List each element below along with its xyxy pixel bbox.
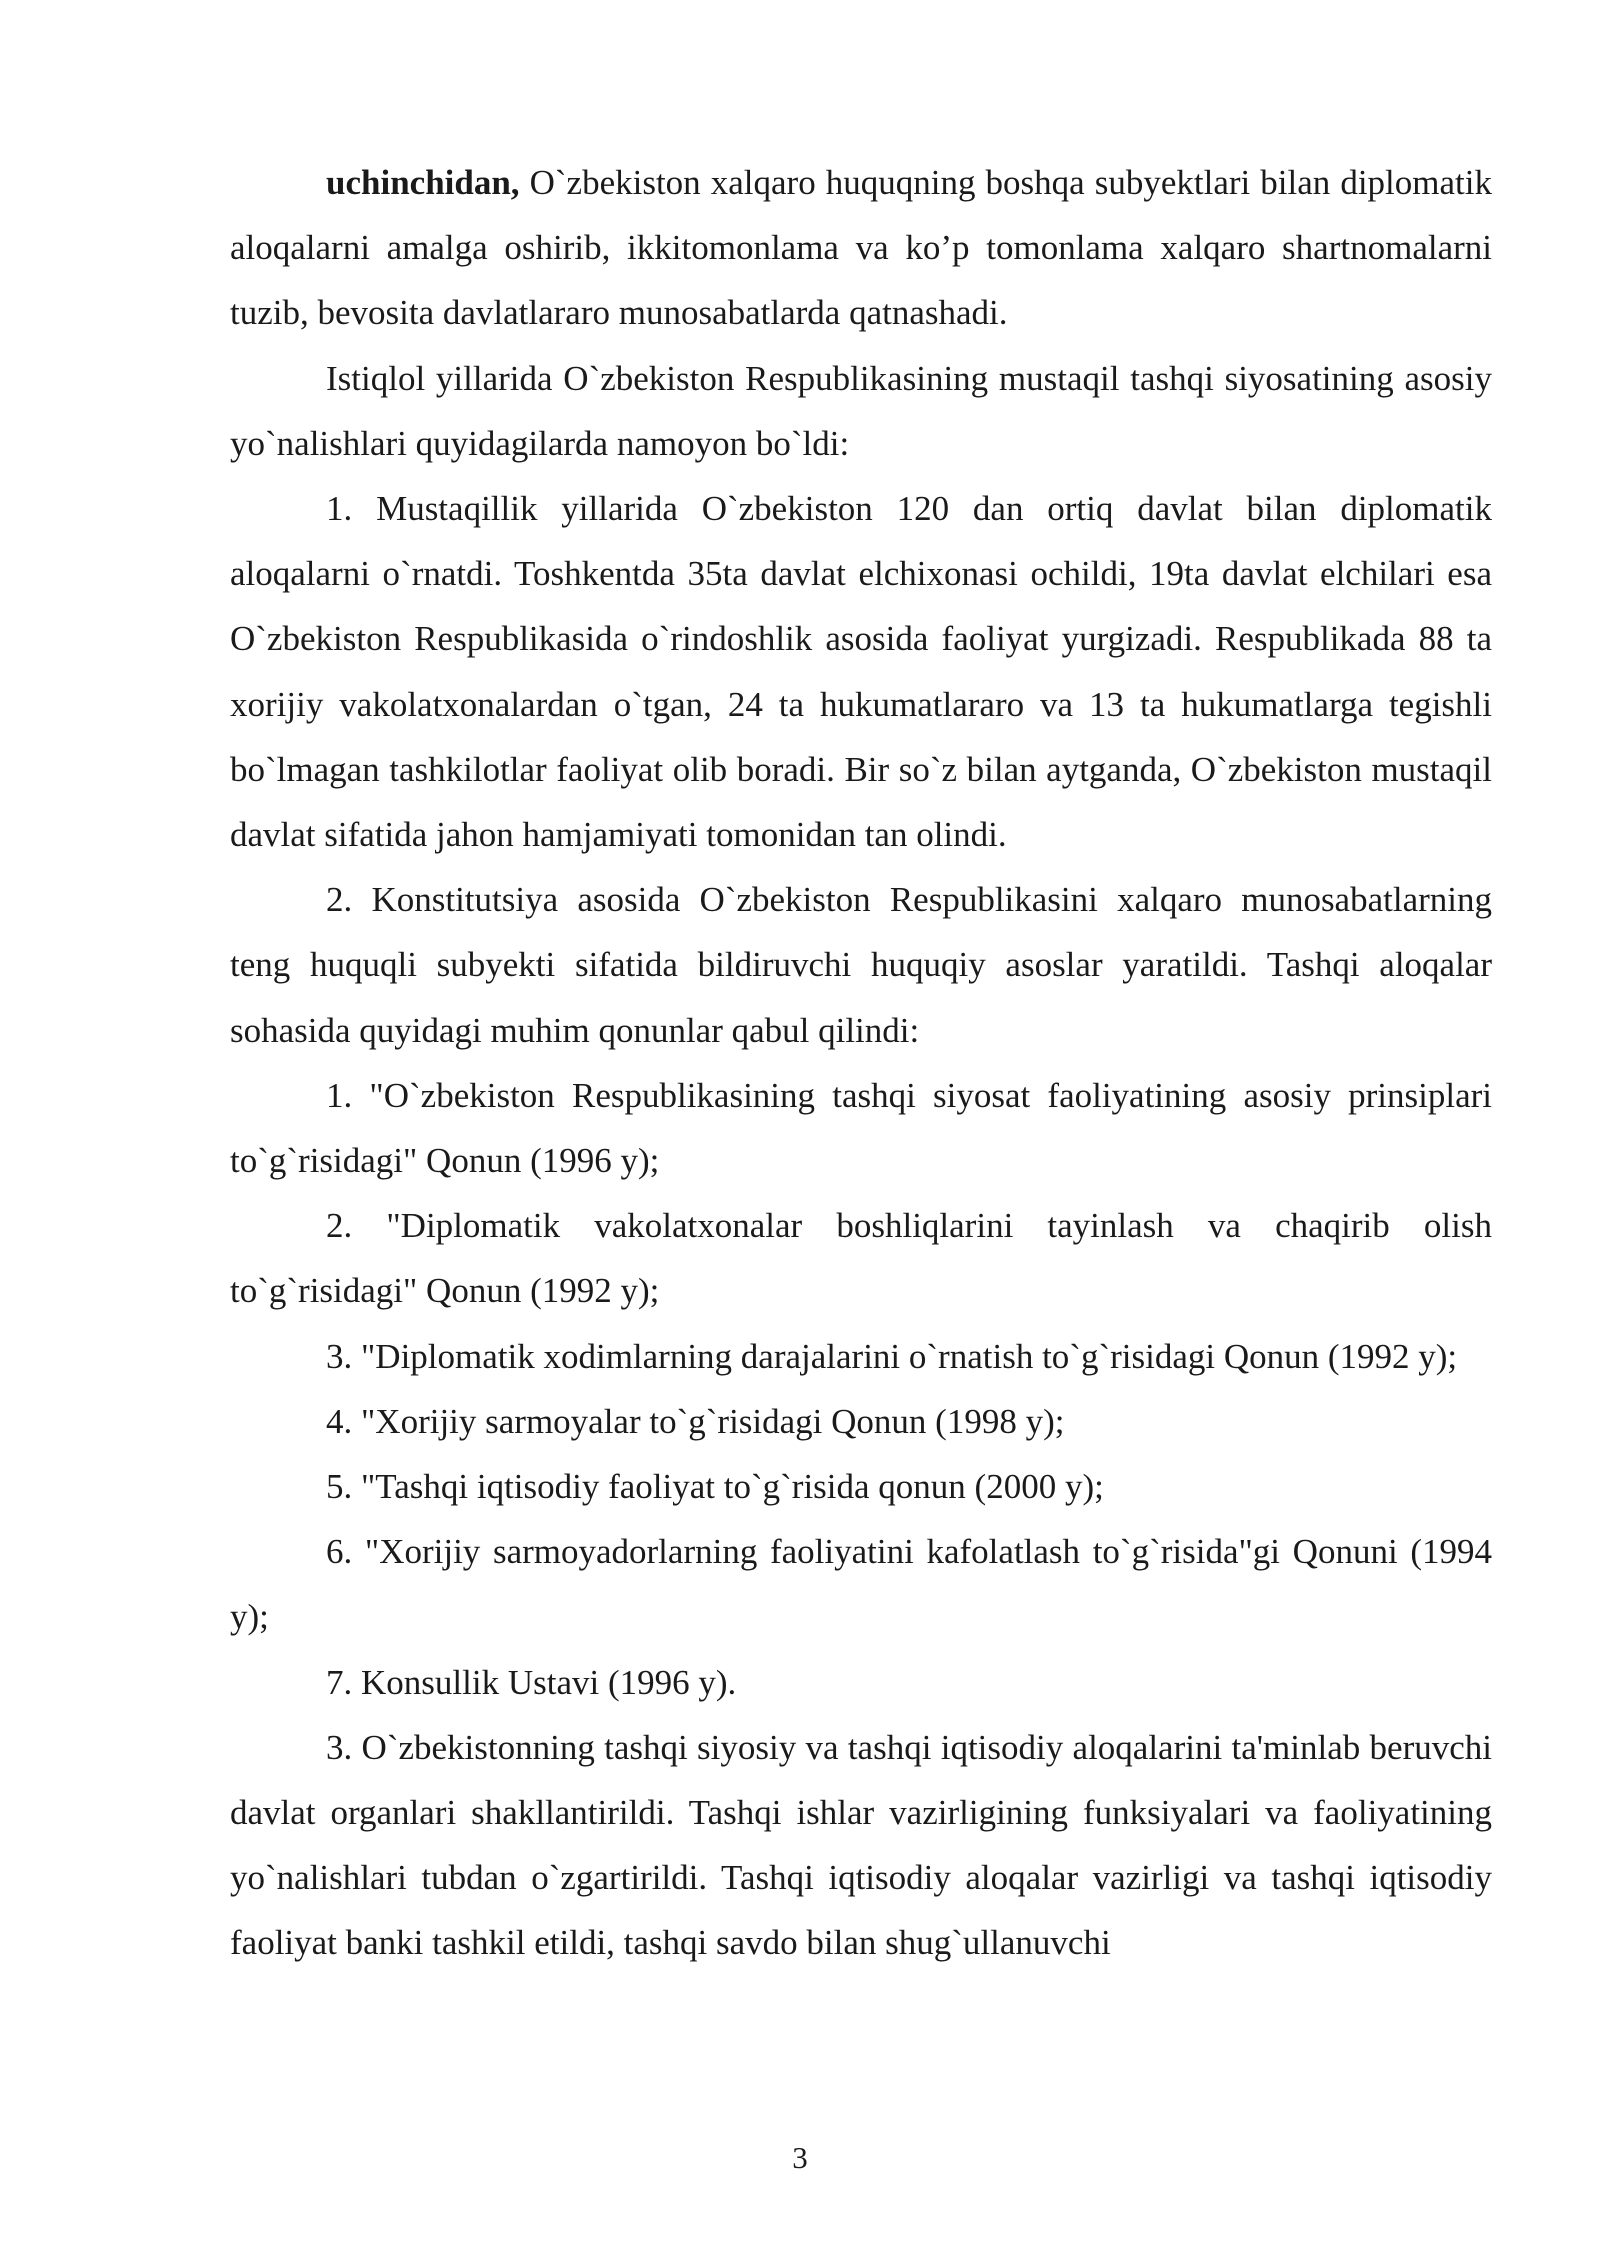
paragraph-uchinchidan (230, 150, 1492, 346)
law-list-item-7: 7. Konsullik Ustavi (1996 y). (326, 1662, 737, 1702)
document-body (230, 150, 1492, 1976)
law-list-item-5: 5. "Tashqi iqtisodiy faoliyat to`g`risida qonun (2000 y); (326, 1467, 1104, 1507)
paragraph-lead-bold: uchinchidan, (326, 163, 520, 202)
page-number: 3 (792, 2140, 808, 2175)
law-list-item-2: 2. "Diplomatik vakolatxonalar boshliqlarini tayinlash va chaqirib olish to`g`risidagi" Qonun (1992 y); (230, 1206, 1492, 1311)
paragraph-point-3-state-bodies: 3. O`zbekistonning tashqi siyosiy va tashqi iqtisodiy aloqalarini ta'minlab beruvchi davlat organlari shakllantirildi. Tashqi ishlar vazirligining funksiyalari va faoliyatining yo`nalishlari tubdan o`zgartirildi. Tashqi iqtisodiy aloqalar vazirligi va tashqi iqtisodiy faoliyat banki tashkil etildi, tashqi savdo bilan shug`ullanuvchi (230, 1727, 1492, 1963)
paragraph-istiqlol-yillarida: Istiqlol yillarida O`zbekiston Respublikasining mustaqil tashqi siyosatining asosiy yo`nalishlari quyidagilarda namoyon bo`ldi: (230, 358, 1492, 463)
law-list-item-4: 4. "Xorijiy sarmoyalar to`g`risidagi Qonun (1998 y); (326, 1401, 1065, 1441)
paragraph-point-1-diplomatic-relations: 1. Mustaqillik yillarida O`zbekiston 120 dan ortiq davlat bilan diplomatik aloqalarni o`rnatdi. Toshkentda 35ta davlat elchixonasi ochildi, 19ta davlat elchilari esa O`zbekiston Respublikasida o`rindoshlik asosida faoliyat yurgizadi. Respublikada 88 ta xorijiy vakolatxonalardan o`tgan, 24 ta hukumatlararo va 13 ta hukumatlarga tegishli bo`lmagan tashkilotlar faoliyat olib boradi. Bir so`z bilan aytganda, O`zbekiston mustaqil davlat sifatida jahon hamjamiyati tomonidan tan olindi. (230, 489, 1492, 855)
law-list-item-6: 6. "Xorijiy sarmoyadorlarning faoliyatini kafolatlash to`g`risida"gi Qonuni (1994 y); (230, 1532, 1492, 1637)
law-list-item-1: 1. "O`zbekiston Respublikasining tashqi siyosat faoliyatining asosiy prinsiplari to`g`risidagi" Qonun (1996 y); (230, 1075, 1492, 1181)
paragraph-point-2-constitution: 2. Konstitutsiya asosida O`zbekiston Respublikasini xalqaro munosabatlarning teng huquqli subyekti sifatida bildiruvchi huquqiy asoslar yaratildi. Tashqi aloqalar sohasida quyidagi muhim qonunlar qabul qilindi: (230, 880, 1492, 1050)
law-list-item-3: 3. "Diplomatik xodimlarning darajalarini o`rnatish to`g`risidagi Qonun (1992 y); (326, 1336, 1458, 1376)
paragraph-text: O`zbekiston xalqaro huquqning boshqa subyektlari bilan diplomatik aloqalarni amalga oshirib, ikkitomonlama va ko’p tomonlama xalqaro shartnomalarni tuzib, bevosita davlatlararo munosabatlarda qatnashadi. (230, 163, 1492, 333)
